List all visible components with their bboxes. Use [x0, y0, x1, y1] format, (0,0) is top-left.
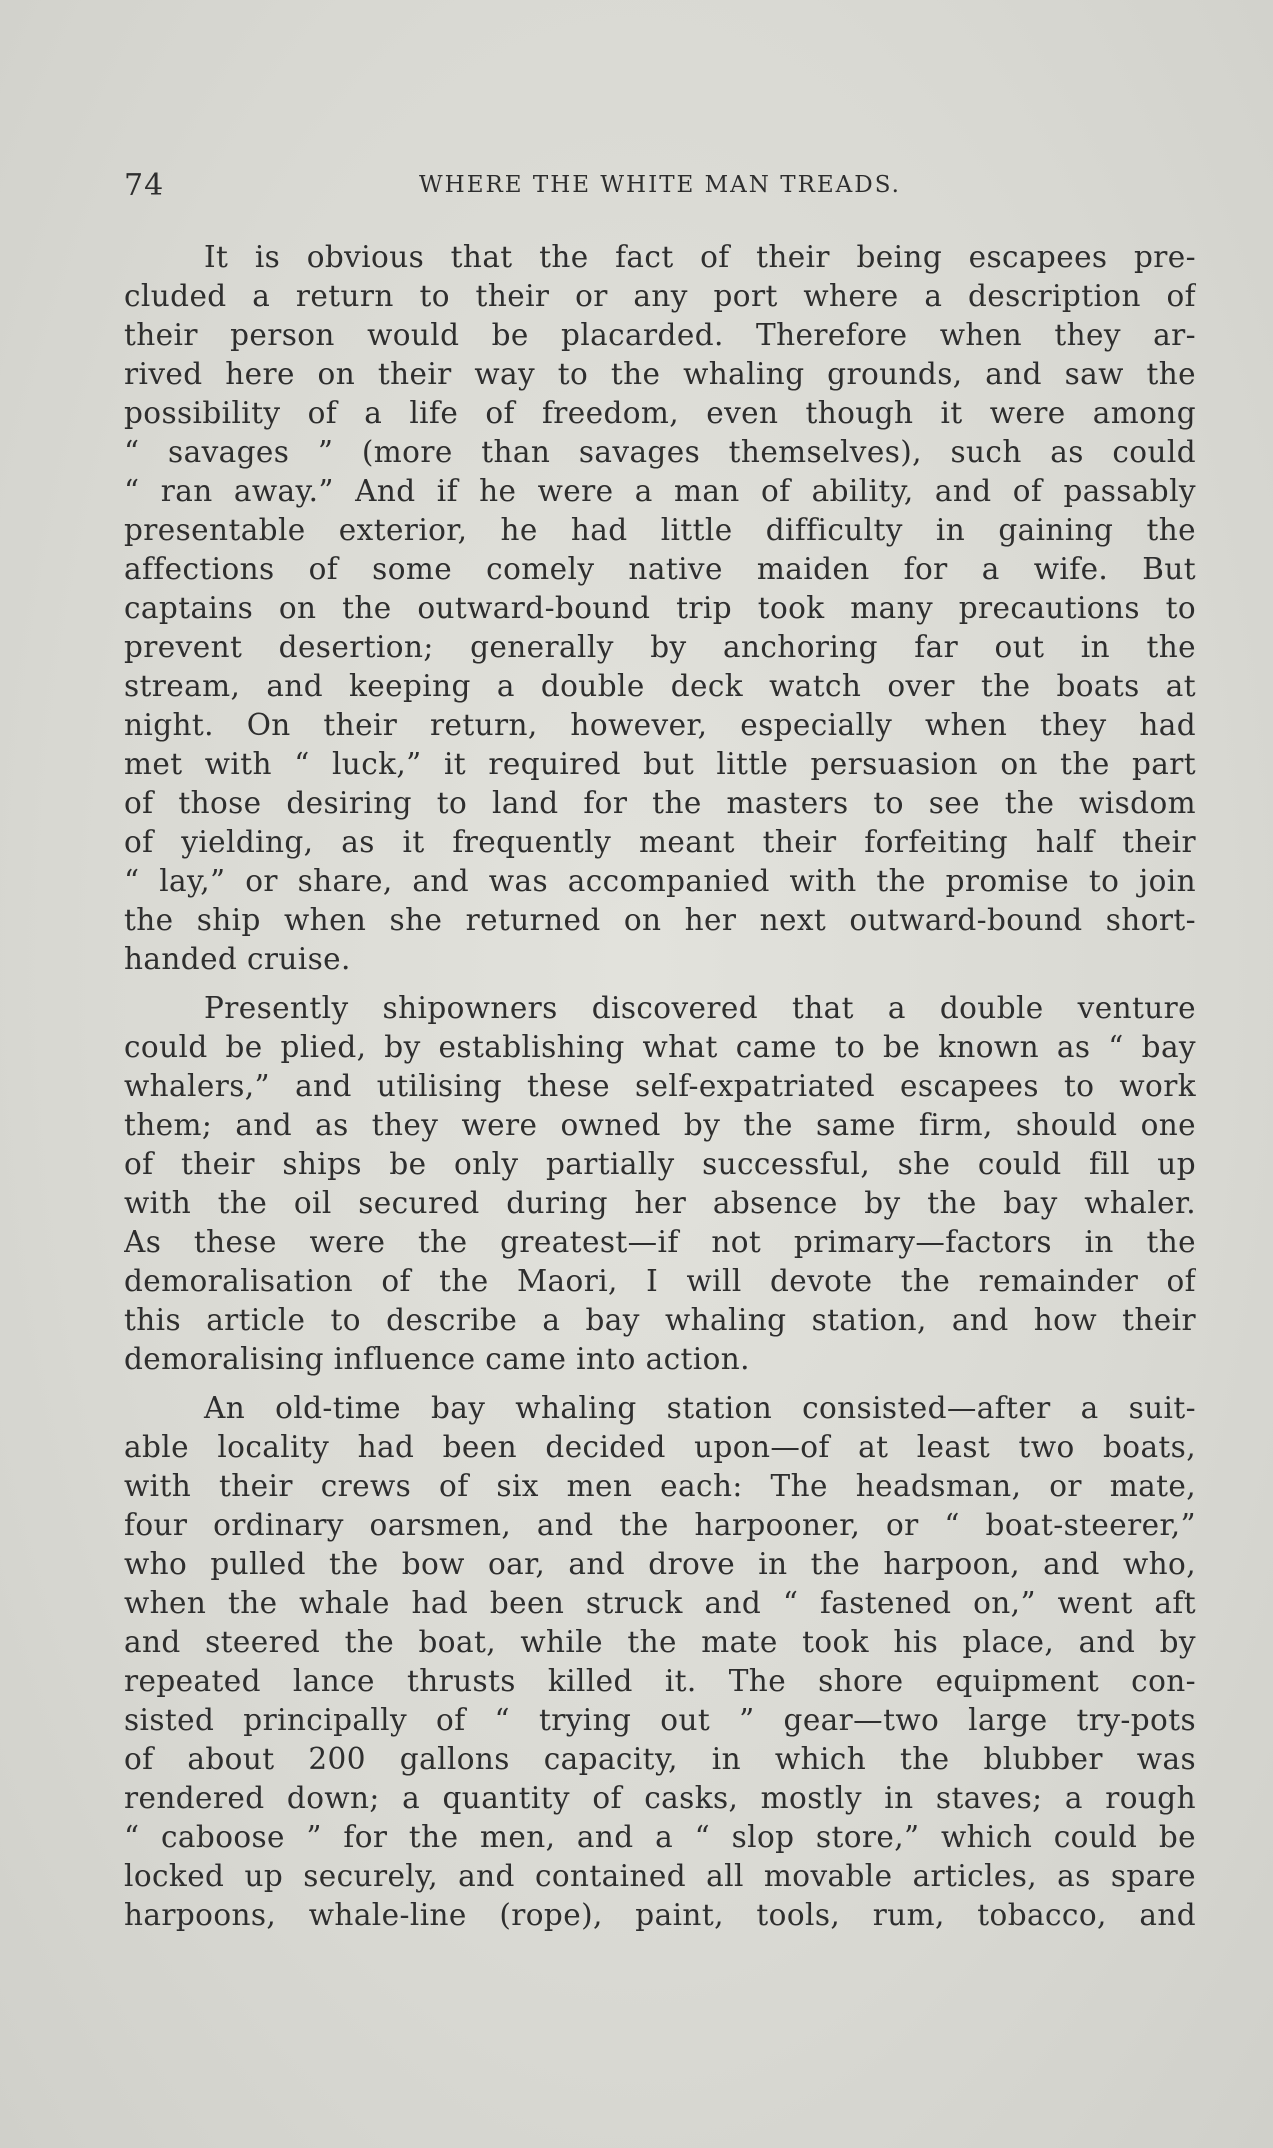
text-line: locked up securely, and contained all movable articles, as spare — [124, 1859, 1196, 1893]
text-line: An old-time bay whaling station consisted—after a suit- — [204, 1391, 1196, 1425]
text-line: the ship when she returned on her next outward-bound short- — [124, 903, 1196, 937]
text-line: harpoons, whale-line (rope), paint, tools, rum, tobacco, and — [124, 1898, 1196, 1932]
text-line: night. On their return, however, especially when they had — [124, 708, 1196, 742]
running-title: WHERE THE WHITE MAN TREADS. — [419, 172, 901, 198]
text-line: “ ran away.” And if he were a man of ability, and of passably — [124, 474, 1196, 508]
text-line: sisted principally of “ trying out ” gear—two large try-pots — [124, 1703, 1196, 1737]
text-line: them; and as they were owned by the same firm, should one — [124, 1108, 1196, 1142]
page-number: 74 — [124, 168, 165, 203]
text-line: rendered down; a quantity of casks, mostly in staves; a rough — [124, 1781, 1196, 1815]
paragraph — [124, 1389, 1196, 1935]
text-line: whalers,” and utilising these self-expatriated escapees to work — [124, 1069, 1196, 1103]
text-line: when the whale had been struck and “ fastened on,” went aft — [124, 1586, 1196, 1620]
text-line: this article to describe a bay whaling station, and how their — [124, 1303, 1196, 1337]
text-line: It is obvious that the fact of their being escapees pre- — [204, 240, 1196, 274]
text-line: “ caboose ” for the men, and a “ slop store,” which could be — [124, 1820, 1196, 1854]
text-line: who pulled the bow oar, and drove in the harpoon, and who, — [124, 1547, 1196, 1581]
text-line: could be plied, by establishing what came to be known as “ bay — [124, 1030, 1196, 1064]
text-line: “ savages ” (more than savages themselves), such as could — [124, 435, 1196, 469]
text-line: cluded a return to their or any port where a description of — [124, 279, 1196, 313]
body-text — [124, 238, 1196, 1935]
text-line: repeated lance thrusts killed it. The shore equipment con- — [124, 1664, 1196, 1698]
text-line: stream, and keeping a double deck watch over the boats at — [124, 669, 1196, 703]
text-line: affections of some comely native maiden for a wife. But — [124, 552, 1196, 586]
paragraph — [124, 238, 1196, 979]
text-line: and steered the boat, while the mate took his place, and by — [124, 1625, 1196, 1659]
text-line: of their ships be only partially successful, she could fill up — [124, 1147, 1196, 1181]
text-line: captains on the outward-bound trip took many precautions to — [124, 591, 1196, 625]
running-head — [124, 168, 1196, 208]
text-line: Presently shipowners discovered that a double venture — [204, 991, 1196, 1025]
text-line: demoralisation of the Maori, I will devote the remainder of — [124, 1264, 1196, 1298]
text-line: presentable exterior, he had little difficulty in gaining the — [124, 513, 1196, 547]
text-line: with their crews of six men each: The headsman, or mate, — [124, 1469, 1196, 1503]
text-line: their person would be placarded. Therefore when they ar- — [124, 318, 1196, 352]
text-line: of those desiring to land for the masters to see the wisdom — [124, 786, 1196, 820]
text-line: of yielding, as it frequently meant their forfeiting half their — [124, 825, 1196, 859]
text-line: four ordinary oarsmen, and the harpooner, or “ boat-steerer,” — [124, 1508, 1196, 1542]
text-line: “ lay,” or share, and was accompanied with the promise to join — [124, 864, 1196, 898]
text-line: of about 200 gallons capacity, in which the blubber was — [124, 1742, 1196, 1776]
text-line: As these were the greatest—if not primary—factors in the — [124, 1225, 1196, 1259]
text-line: with the oil secured during her absence by the bay whaler. — [124, 1186, 1196, 1220]
paragraph — [124, 989, 1196, 1379]
text-line: rived here on their way to the whaling grounds, and saw the — [124, 357, 1196, 391]
text-line: possibility of a life of freedom, even though it were among — [124, 396, 1196, 430]
text-line: prevent desertion; generally by anchoring far out in the — [124, 630, 1196, 664]
text-line: able locality had been decided upon—of at least two boats, — [124, 1430, 1196, 1464]
text-line: handed cruise. — [124, 942, 351, 976]
text-line: demoralising influence came into action. — [124, 1342, 750, 1376]
text-line: met with “ luck,” it required but little persuasion on the part — [124, 747, 1196, 781]
